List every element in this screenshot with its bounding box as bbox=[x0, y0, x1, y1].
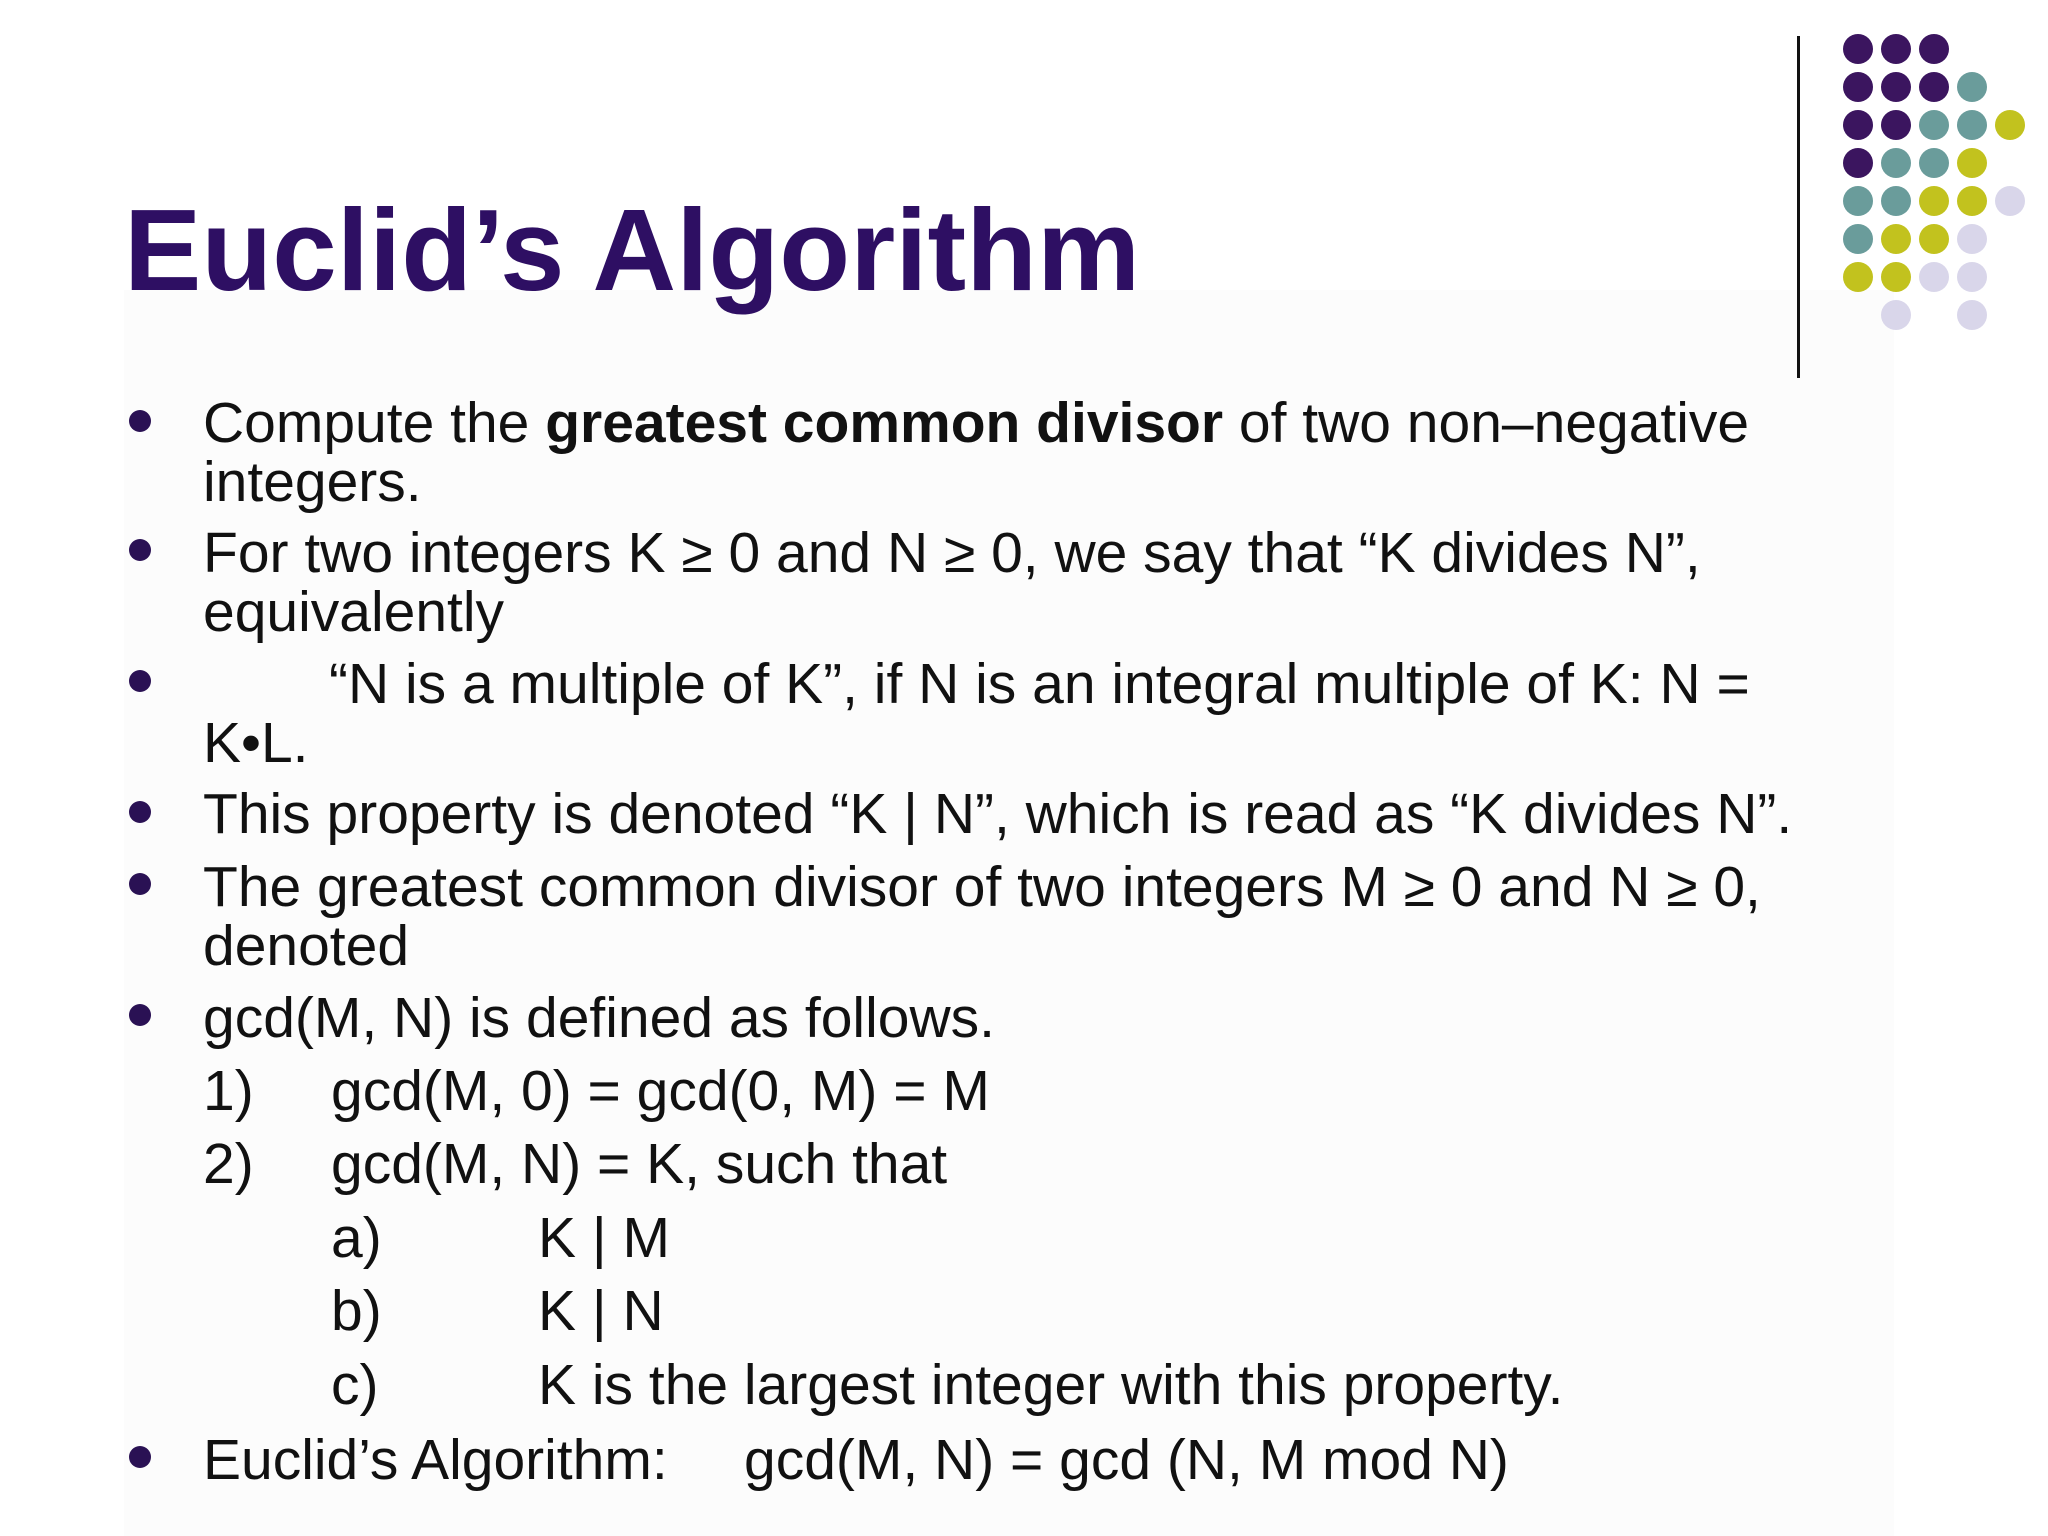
bullet-1-line-2: integers. bbox=[203, 450, 422, 514]
bullet-icon bbox=[129, 410, 151, 432]
vertical-divider bbox=[1797, 36, 1800, 378]
decorative-dot bbox=[1843, 224, 1873, 254]
decorative-dot bbox=[1881, 262, 1911, 292]
bullet-7-formula: gcd(M, N) = gcd (N, M mod N) bbox=[744, 1428, 1509, 1492]
bullet-icon bbox=[129, 801, 151, 823]
rule-b-text: K | N bbox=[538, 1279, 664, 1343]
rule-1-text: gcd(M, 0) = gcd(0, M) = M bbox=[331, 1059, 990, 1123]
decorative-dot bbox=[1843, 34, 1873, 64]
decorative-dot bbox=[1957, 148, 1987, 178]
decorative-dot bbox=[1919, 72, 1949, 102]
bullet-1-text-post: of two non–negative bbox=[1223, 391, 1750, 455]
rule-1-number: 1) bbox=[203, 1059, 254, 1123]
decorative-dot bbox=[1881, 34, 1911, 64]
bullet-6-line-1: gcd(M, N) is defined as follows. bbox=[203, 986, 995, 1050]
rule-a-text: K | M bbox=[538, 1206, 670, 1270]
decorative-dot bbox=[1843, 262, 1873, 292]
bullet-5-line-1: The greatest common divisor of two integers M ≥ 0 and N ≥ 0, bbox=[203, 855, 1761, 919]
rule-2-text: gcd(M, N) = K, such that bbox=[331, 1132, 948, 1196]
decorative-dot bbox=[1881, 186, 1911, 216]
decorative-dot bbox=[1919, 110, 1949, 140]
decorative-dot bbox=[1957, 110, 1987, 140]
decorative-dot bbox=[1881, 148, 1911, 178]
bullet-1-line-1 bbox=[203, 392, 1749, 454]
decorative-dot bbox=[1881, 72, 1911, 102]
bullet-2-line-2: equivalently bbox=[203, 580, 505, 644]
decorative-dot bbox=[1957, 186, 1987, 216]
bullet-2-line-1: For two integers K ≥ 0 and N ≥ 0, we say that “K divides N”, bbox=[203, 521, 1701, 585]
decorative-dot bbox=[1843, 110, 1873, 140]
bullet-5-line-2: denoted bbox=[203, 914, 410, 978]
decorative-dot bbox=[1957, 300, 1987, 330]
bullet-7-label: Euclid’s Algorithm: bbox=[203, 1428, 668, 1492]
bullet-icon bbox=[129, 873, 151, 895]
bullet-icon bbox=[129, 1446, 151, 1468]
decorative-dot bbox=[1919, 186, 1949, 216]
rule-a-letter: a) bbox=[331, 1206, 382, 1270]
decorative-dot bbox=[1919, 34, 1949, 64]
bullet-4-line-1: This property is denoted “K | N”, which is read as “K divides N”. bbox=[203, 782, 1793, 846]
decorative-dot bbox=[1881, 300, 1911, 330]
decorative-dot bbox=[1919, 262, 1949, 292]
decorative-dot bbox=[1957, 262, 1987, 292]
decorative-dot bbox=[1919, 224, 1949, 254]
decorative-dot bbox=[1957, 72, 1987, 102]
bullet-3-line-1: “N is a multiple of K”, if N is an integral multiple of K: N = bbox=[329, 652, 1750, 716]
decorative-dot bbox=[1881, 224, 1911, 254]
bullet-icon bbox=[129, 1004, 151, 1026]
decorative-dot bbox=[1919, 148, 1949, 178]
decorative-dot bbox=[1957, 224, 1987, 254]
bullet-icon bbox=[129, 539, 151, 561]
bullet-1-text-pre: Compute the bbox=[203, 391, 546, 455]
rule-c-text: K is the largest integer with this property. bbox=[538, 1353, 1564, 1417]
decorative-dot bbox=[1995, 186, 2025, 216]
slide-title: Euclid’s Algorithm bbox=[124, 185, 1141, 315]
decorative-dot bbox=[1995, 110, 2025, 140]
decorative-dot bbox=[1843, 186, 1873, 216]
bullet-3-line-2: K•L. bbox=[203, 711, 309, 775]
decorative-dot bbox=[1881, 110, 1911, 140]
rule-2-number: 2) bbox=[203, 1132, 254, 1196]
rule-b-letter: b) bbox=[331, 1279, 382, 1343]
rule-c-letter: c) bbox=[331, 1353, 379, 1417]
decorative-dot bbox=[1843, 148, 1873, 178]
decorative-dot bbox=[1843, 72, 1873, 102]
bullet-1-text-bold: greatest common divisor bbox=[545, 391, 1224, 455]
bullet-icon bbox=[129, 670, 151, 692]
